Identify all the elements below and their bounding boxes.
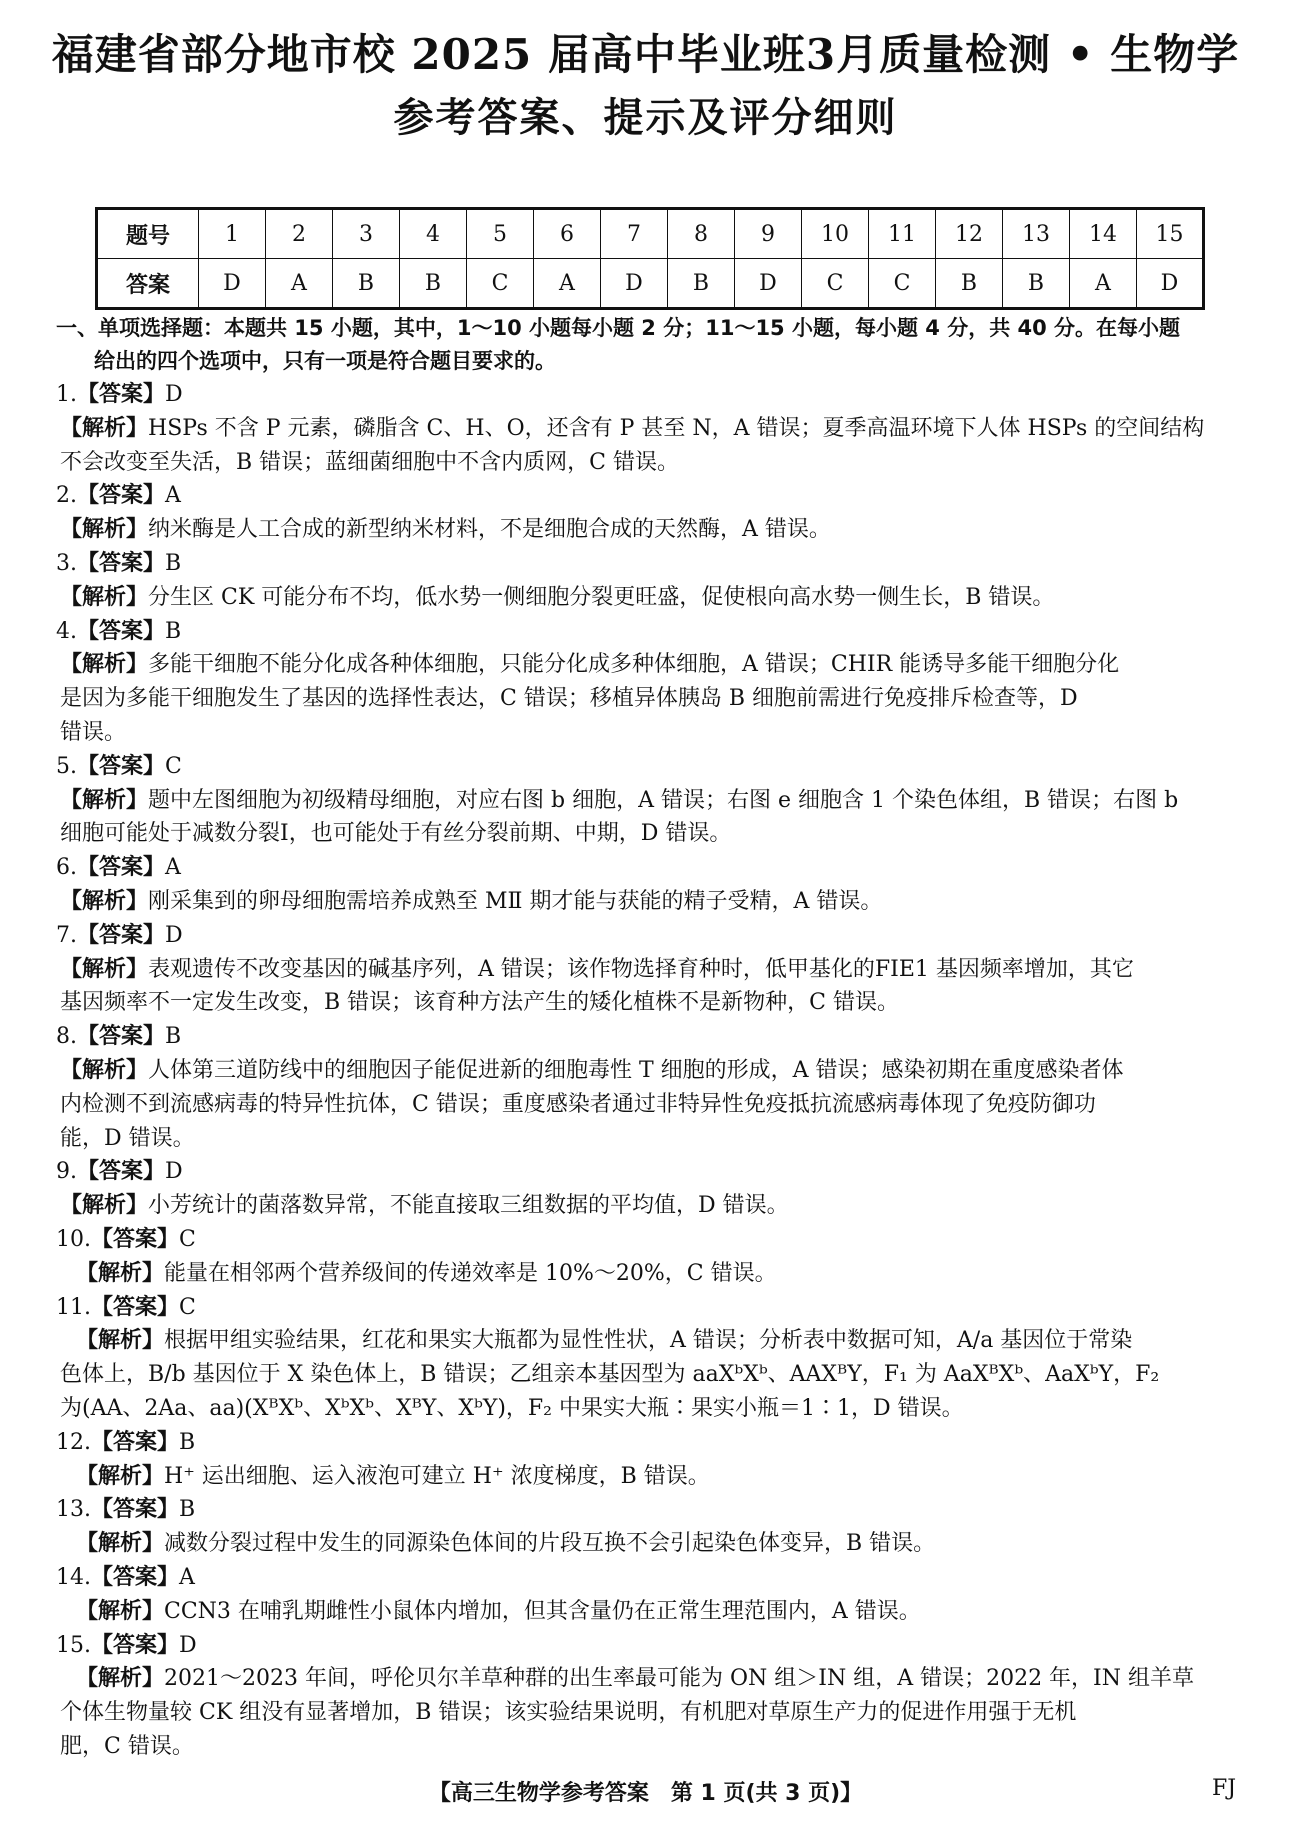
explanation-line xyxy=(60,988,899,1018)
answer-value: A xyxy=(165,855,181,881)
explanation-line xyxy=(60,583,1054,613)
explanation-line xyxy=(76,1462,710,1492)
answer-value: B xyxy=(165,1024,182,1050)
answer-value: B xyxy=(179,1429,196,1455)
table-cell-answer: A xyxy=(1070,259,1137,309)
explanation-line xyxy=(60,515,831,545)
question-number: 8. xyxy=(56,1024,77,1050)
question-number: 13. xyxy=(56,1497,91,1523)
section-heading xyxy=(56,312,1236,378)
table-cell-number: 2 xyxy=(266,209,333,259)
table-cell-number: 11 xyxy=(869,209,936,259)
explanation-text: 纳米酶是人工合成的新型纳米材料，不是细胞合成的天然酶，A 错误。 xyxy=(148,517,831,543)
table-cell-answer: A xyxy=(534,259,601,309)
answer-value: B xyxy=(179,1497,196,1523)
answer-value: D xyxy=(165,382,183,407)
explanation-line xyxy=(60,1090,1096,1120)
page-title: 福建省部分地市校 2025 届高中毕业班3月质量检测 • 生物学 xyxy=(51,30,1240,79)
table-cell-answer: D xyxy=(1137,259,1204,309)
table-cell-number: 8 xyxy=(668,209,735,259)
table-cell-number: 1 xyxy=(199,209,266,259)
analysis-label: 【解析】 xyxy=(60,517,149,543)
table-cell-number: 4 xyxy=(400,209,467,259)
answer-label: 【答案】 xyxy=(91,1632,180,1658)
answer-line xyxy=(56,1631,197,1661)
question-number-row xyxy=(97,209,1204,259)
answer-label: 【答案】 xyxy=(77,1159,166,1185)
analysis-label: 【解析】 xyxy=(60,652,149,678)
analysis-label: 【解析】 xyxy=(60,1058,149,1083)
table-cell-number: 7 xyxy=(601,209,668,259)
analysis-label: 【解析】 xyxy=(76,1260,165,1286)
question-number: 10. xyxy=(56,1227,91,1252)
answer-line xyxy=(56,752,182,782)
explanation-text: 表观遗传不改变基因的碱基序列，A 错误；该作物选择育种时，低甲基化的FIE1 基因频率增加，其它 xyxy=(148,956,1134,982)
explanation-text: 刚采集到的卵母细胞需培养成熟至 MⅡ 期才能与获能的精子受精，A 错误。 xyxy=(148,889,883,914)
table-cell-answer: C xyxy=(467,259,534,309)
row-label-answer: 答案 xyxy=(97,259,199,309)
explanation-line xyxy=(60,887,882,917)
answer-label: 【答案】 xyxy=(77,1024,166,1050)
question-number: 12. xyxy=(56,1429,91,1455)
table-cell-number: 3 xyxy=(333,209,400,259)
table-cell-number: 12 xyxy=(936,209,1003,259)
question-number: 3. xyxy=(56,551,77,576)
explanation-line xyxy=(60,650,1119,680)
answer-value: D xyxy=(165,922,183,948)
table-cell-answer: D xyxy=(735,259,802,309)
explanation-text: 多能干细胞不能分化成各种体细胞，只能分化成多种体细胞，A 错误；CHIR 能诱导多能干细胞分化 xyxy=(148,652,1120,678)
question-number: 4. xyxy=(56,618,77,644)
answer-line xyxy=(56,1428,195,1458)
table-cell-number: 13 xyxy=(1003,209,1070,259)
answer-line xyxy=(56,617,181,647)
answer-label: 【答案】 xyxy=(91,1294,180,1320)
explanation-text: 为(AA、2Aa、aa)(XᴮXᵇ、XᵇXᵇ、XᴮY、XᵇY)，F₂ 中果实大瓶∶果实小瓶＝1∶1，D 错误。 xyxy=(60,1396,964,1421)
explanation-line xyxy=(60,414,1204,444)
explanation-text: 2021～2023 年间，呼伦贝尔羊草种群的出生率最可能为 ON 组＞IN 组，A 错误；2022 年，IN 组羊草 xyxy=(164,1666,1194,1692)
explanation-text: 个体生物量较 CK 组没有显著增加，B 错误；该实验结果说明，有机肥对草原生产力的促进作用强于无机 xyxy=(60,1700,1077,1726)
question-number: 15. xyxy=(56,1632,91,1658)
explanation-line xyxy=(60,1360,1159,1390)
analysis-label: 【解析】 xyxy=(76,1666,165,1692)
explanation-text: 肥，C 错误。 xyxy=(60,1734,194,1759)
row-label-question-number: 题号 xyxy=(97,209,199,259)
answer-value: C xyxy=(165,753,182,779)
answer-label: 【答案】 xyxy=(77,922,166,948)
explanation-text: 是因为多能干细胞发生了基因的选择性表达，C 错误；移植异体胰岛 B 细胞前需进行免疫排斥检查等，D xyxy=(60,686,1078,712)
answer-line xyxy=(56,1225,196,1255)
analysis-label: 【解析】 xyxy=(76,1463,165,1489)
question-number: 7. xyxy=(56,922,77,948)
question-number: 5. xyxy=(56,753,77,779)
answer-line xyxy=(56,481,181,511)
explanation-line xyxy=(76,1597,921,1627)
answer-value: C xyxy=(179,1227,196,1252)
explanation-line xyxy=(60,448,679,478)
explanation-text: CCN3 在哺乳期雌性小鼠体内增加，但其含量仍在正常生理范围内，A 错误。 xyxy=(164,1598,921,1624)
explanation-line xyxy=(76,1259,777,1289)
analysis-label: 【解析】 xyxy=(60,889,149,914)
analysis-label: 【解析】 xyxy=(76,1531,165,1557)
question-number: 2. xyxy=(56,483,77,509)
explanation-text: 减数分裂过程中发生的同源染色体间的片段互换不会引起染色体变异，B 错误。 xyxy=(164,1531,936,1557)
answer-value: A xyxy=(165,483,181,509)
table-cell-number: 10 xyxy=(802,209,869,259)
explanation-text: H⁺ 运出细胞、运入液泡可建立 H⁺ 浓度梯度，B 错误。 xyxy=(164,1463,710,1489)
answer-value: B xyxy=(165,618,182,644)
question-number: 9. xyxy=(56,1159,77,1185)
answer-label: 【答案】 xyxy=(91,1565,180,1590)
explanation-text: 人体第三道防线中的细胞因子能促进新的细胞毒性 T 细胞的形成，A 错误；感染初期在重度感染者体 xyxy=(148,1058,1124,1083)
answer-line xyxy=(56,1022,181,1052)
page-footer: 【高三生物学参考答案 第 1 页(共 3 页)】 xyxy=(428,1781,863,1806)
analysis-label: 【解析】 xyxy=(60,1193,149,1219)
explanation-text: 基因频率不一定发生改变，B 错误；该育种方法产生的矮化植株不是新物种，C 错误。 xyxy=(60,990,899,1016)
answer-value: D xyxy=(179,1632,197,1658)
answer-label: 【答案】 xyxy=(77,382,166,407)
analysis-label: 【解析】 xyxy=(60,415,149,441)
table-cell-number: 6 xyxy=(534,209,601,259)
answer-line xyxy=(56,1157,183,1187)
explanation-text: 细胞可能处于减数分裂Ⅰ，也可能处于有丝分裂前期、中期，D 错误。 xyxy=(60,821,732,847)
footer-region-code: FJ xyxy=(1212,1776,1237,1801)
explanation-line xyxy=(60,1698,1076,1728)
answer-line xyxy=(56,1563,195,1593)
question-number: 6. xyxy=(56,855,77,881)
table-cell-answer: B xyxy=(1003,259,1070,309)
answer-line xyxy=(56,1293,196,1323)
table-cell-answer: B xyxy=(668,259,735,309)
answer-line xyxy=(56,549,181,579)
answer-label: 【答案】 xyxy=(77,618,166,644)
explanation-line xyxy=(76,1326,1132,1356)
explanation-line xyxy=(60,1732,194,1762)
analysis-label: 【解析】 xyxy=(76,1598,165,1624)
table-cell-answer: D xyxy=(601,259,668,309)
explanation-text: 题中左图细胞为初级精母细胞，对应右图 b 细胞，A 错误；右图 e 细胞含 1 个染色体组，B 错误；右图 b xyxy=(148,787,1179,813)
table-cell-answer: B xyxy=(400,259,467,309)
answer-row xyxy=(97,259,1204,309)
explanation-line xyxy=(60,684,1078,714)
question-number: 14. xyxy=(56,1565,91,1590)
answer-line xyxy=(56,853,181,883)
answer-label: 【答案】 xyxy=(77,753,166,779)
table-cell-answer: C xyxy=(802,259,869,309)
explanation-line xyxy=(76,1664,1194,1694)
explanation-text: 小芳统计的菌落数异常，不能直接取三组数据的平均值，D 错误。 xyxy=(148,1193,789,1219)
table-cell-answer: B xyxy=(333,259,400,309)
explanation-line xyxy=(60,819,731,849)
answer-label: 【答案】 xyxy=(77,855,166,881)
explanation-text: HSPs 不含 P 元素，磷脂含 C、H、O，还含有 P 甚至 N，A 错误；夏季高温环境下人体 HSPs 的空间结构 xyxy=(148,415,1205,441)
answer-value: A xyxy=(179,1565,195,1590)
table-cell-answer: D xyxy=(199,259,266,309)
explanation-text: 内检测不到流感病毒的特异性抗体，C 错误；重度感染者通过非特异性免疫抵抗流感病毒体现了免疫防御功 xyxy=(60,1091,1096,1117)
table-cell-number: 15 xyxy=(1137,209,1204,259)
question-number: 1. xyxy=(56,382,77,407)
answer-line xyxy=(56,921,183,951)
table-cell-number: 9 xyxy=(735,209,802,259)
table-cell-answer: C xyxy=(869,259,936,309)
explanation-text: 能，D 错误。 xyxy=(60,1125,195,1151)
analysis-label: 【解析】 xyxy=(76,1328,165,1354)
analysis-label: 【解析】 xyxy=(60,584,149,610)
explanation-text: 能量在相邻两个营养级间的传递效率是 10%～20%，C 错误。 xyxy=(164,1260,777,1286)
explanation-line xyxy=(76,1529,935,1559)
section-heading-line: 给出的四个选项中，只有一项是符合题目要求的。 xyxy=(94,349,556,373)
section-heading-line: 一、单项选择题：本题共 15 小题，其中，1～10 小题每小题 2 分；11～15 小题，每小题 4 分，共 40 分。在每小题 xyxy=(56,316,1181,340)
explanation-line xyxy=(60,1394,964,1424)
table-cell-answer: B xyxy=(936,259,1003,309)
explanation-text: 分生区 CK 可能分布不均，低水势一侧细胞分裂更旺盛，促使根向高水势一侧生长，B 错误。 xyxy=(148,584,1055,610)
answer-key-table xyxy=(95,207,1205,310)
answer-line xyxy=(56,380,183,410)
table-cell-number: 5 xyxy=(467,209,534,259)
answer-value: C xyxy=(179,1294,196,1320)
answer-label: 【答案】 xyxy=(91,1429,180,1455)
explanation-line xyxy=(60,1124,195,1154)
answer-label: 【答案】 xyxy=(77,551,166,576)
answer-label: 【答案】 xyxy=(91,1227,180,1252)
answer-line xyxy=(56,1495,195,1525)
analysis-label: 【解析】 xyxy=(60,956,149,982)
table-cell-number: 14 xyxy=(1070,209,1137,259)
explanation-line xyxy=(60,1056,1124,1086)
explanation-text: 不会改变至失活，B 错误；蓝细菌细胞中不含内质网，C 错误。 xyxy=(60,449,679,475)
explanation-text: 色体上，B/b 基因位于 X 染色体上，B 错误；乙组亲本基因型为 aaXᵇXᵇ、AAXᴮY，F₁ 为 AaXᴮXᵇ、AaXᵇY，F₂ xyxy=(60,1362,1160,1388)
answer-label: 【答案】 xyxy=(77,483,166,509)
answer-value: D xyxy=(165,1159,183,1185)
analysis-label: 【解析】 xyxy=(60,787,149,813)
table-cell-answer: A xyxy=(266,259,333,309)
question-number: 11. xyxy=(56,1294,91,1320)
explanation-text: 根据甲组实验结果，红花和果实大瓶都为显性性状，A 错误；分析表中数据可知，A/a 基因位于常染 xyxy=(164,1328,1133,1354)
page-subtitle: 参考答案、提示及评分细则 xyxy=(393,94,898,141)
explanation-line xyxy=(60,955,1134,985)
explanation-text: 错误。 xyxy=(60,720,127,745)
explanation-line xyxy=(60,718,126,748)
answer-value: B xyxy=(165,551,182,576)
answer-label: 【答案】 xyxy=(91,1497,180,1523)
explanation-line xyxy=(60,786,1178,816)
explanation-line xyxy=(60,1191,789,1221)
